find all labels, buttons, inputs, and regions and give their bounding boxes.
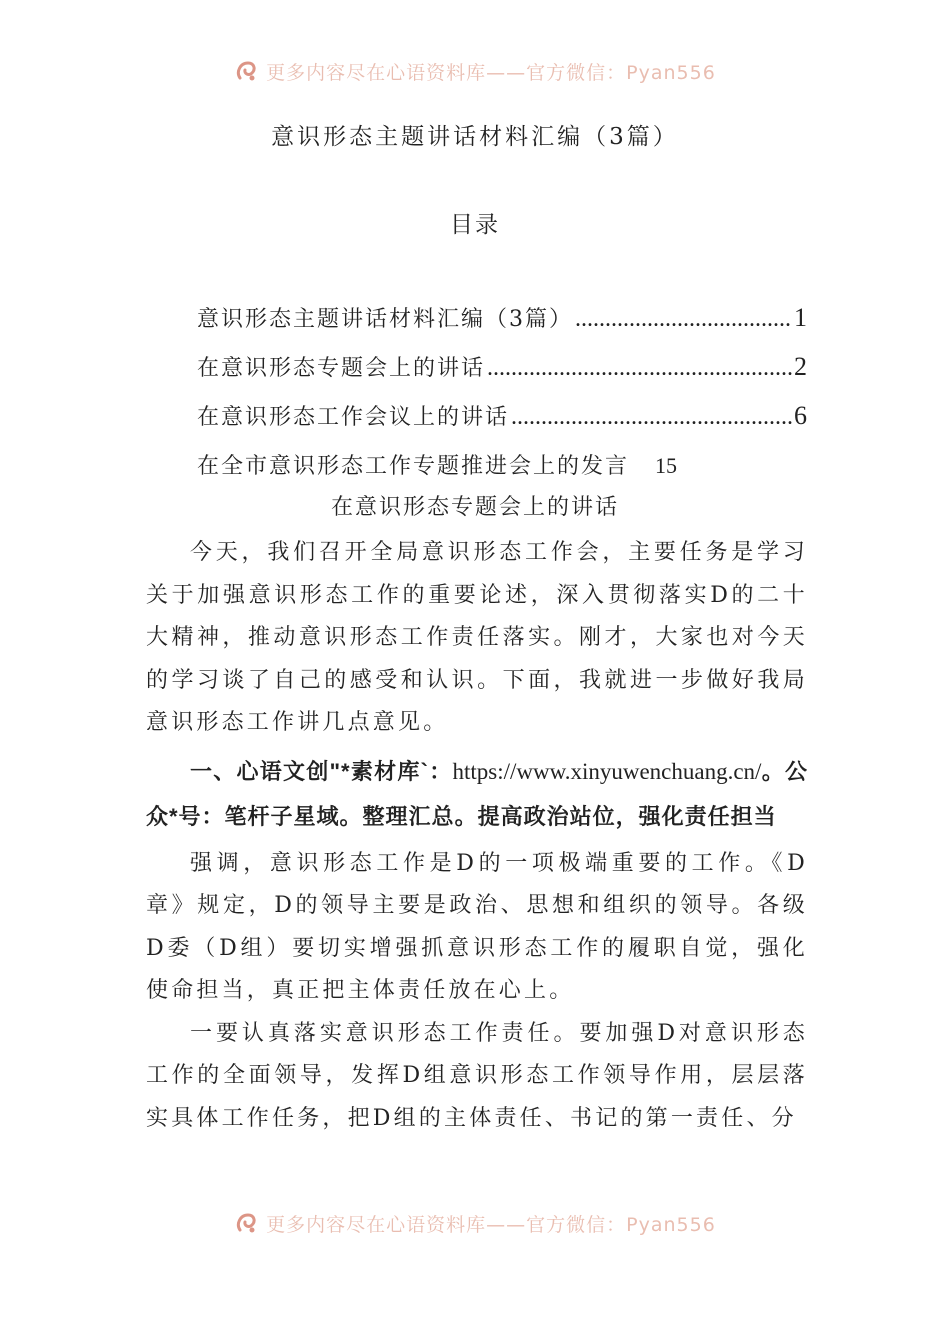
watermark-text: 更多内容尽在心语资料库——官方微信：Pyan556 [266, 1213, 716, 1236]
toc-entry-page: 6 [794, 401, 807, 430]
toc-entry-title: 在意识形态工作会议上的讲话 [197, 405, 510, 430]
toc-entry-page: 15 [655, 453, 678, 478]
toc-entry-page: 2 [794, 352, 807, 381]
table-of-contents [197, 302, 807, 489]
toc-entry-title: 在全市意识形态工作专题推进会上的发言 [197, 454, 630, 479]
toc-leader-dots [487, 355, 792, 382]
toc-entry[interactable] [197, 351, 807, 400]
toc-entry[interactable] [197, 302, 807, 351]
spiral-logo-icon [234, 58, 260, 84]
section-heading [146, 749, 808, 839]
toc-entry-title: 在意识形态专题会上的讲话 [197, 356, 486, 381]
watermark-banner-top [0, 56, 950, 86]
toc-entry[interactable] [197, 400, 807, 449]
toc-leader-dots [575, 306, 792, 333]
toc-entry-title: 意识形态主题讲话材料汇编（3篇） [197, 307, 573, 332]
heading-suffix: 。公众*号：笔杆子星域。整理汇总。提高政治站位，强化责任担当 [146, 758, 808, 829]
watermark-banner-bottom [0, 1208, 950, 1238]
document-title: 意识形态主题讲话材料汇编（3篇） [271, 124, 679, 150]
paragraph: 强调，意识形态工作是D的一项极端重要的工作。《D章》规定，D的领导主要是政治、思想和组织的领导。各级D委（D组）要切实增强抓意识形态工作的履职自觉，强化使命担当，真正把主体责任放在心上。 [146, 850, 808, 1003]
paragraph: 一要认真落实意识形态工作责任。要加强D对意识形态工作的全面领导，发挥D组意识形态工作领导作用，层层落实具体工作任务，把D组的主体责任、书记的第一责任、分 [146, 1020, 808, 1131]
paragraph: 今天，我们召开全局意识形态工作会，主要任务是学习关于加强意识形态工作的重要论述，深入贯彻落实D的二十大精神，推动意识形态工作责任落实。刚才，大家也对今天的学习谈了自己的感受和认识。下面，我就进一步做好我局意识形态工作讲几点意见。 [146, 540, 808, 735]
toc-heading: 目录 [450, 212, 500, 238]
toc-entry-page: 1 [794, 303, 807, 332]
toc-leader-dots [511, 404, 792, 431]
section-title: 在意识形态专题会上的讲话 [330, 495, 619, 520]
watermark-text: 更多内容尽在心语资料库——官方微信：Pyan556 [266, 61, 716, 84]
heading-prefix: 一、心语文创"*素材库`： [190, 758, 453, 784]
toc-entry[interactable] [197, 449, 807, 489]
document-body [146, 532, 808, 1140]
heading-url: https://www.xinyuwenchuang.cn/ [452, 758, 762, 784]
spiral-logo-icon [234, 1210, 260, 1236]
